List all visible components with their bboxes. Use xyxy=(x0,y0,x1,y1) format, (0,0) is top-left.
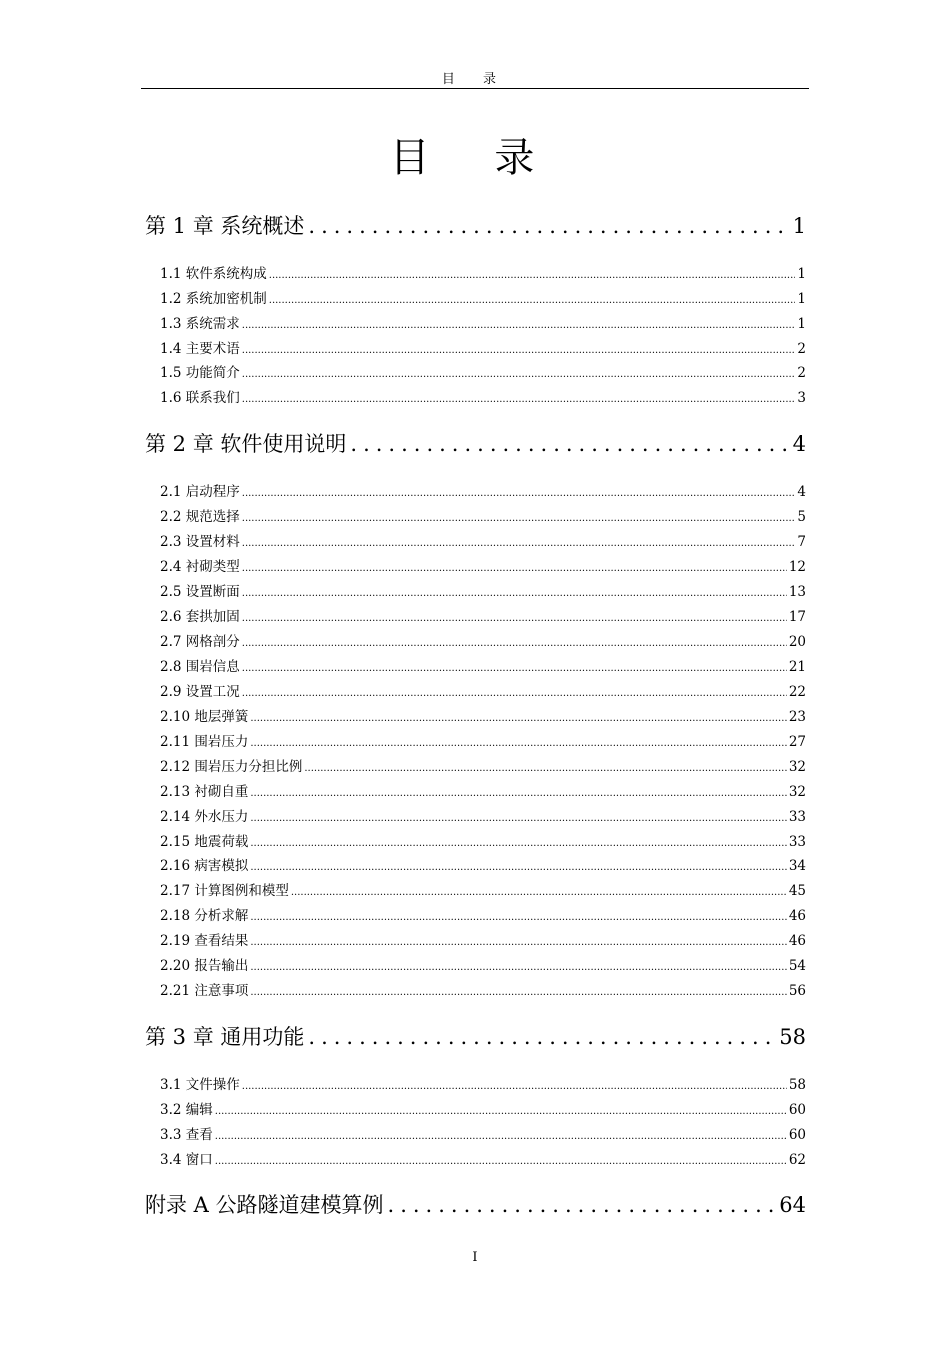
toc-entry-page: 64 xyxy=(779,1193,806,1217)
toc-entry-page: 7 xyxy=(797,534,806,550)
dot-leader xyxy=(215,1131,787,1142)
toc-entry-label: 附录 A 公路隧道建模算例 xyxy=(145,1193,384,1217)
dot-leader xyxy=(242,369,796,380)
dot-leader xyxy=(242,320,796,331)
toc-entry-label: 1.4 主要术语 xyxy=(160,341,240,357)
toc-section-entry[interactable] xyxy=(160,530,806,550)
dot-leader xyxy=(250,912,786,923)
toc-entry-label: 2.10 地层弹簧 xyxy=(160,709,249,725)
toc-entry-page: 60 xyxy=(788,1127,806,1143)
toc-section-entry[interactable] xyxy=(160,780,806,800)
toc-entry-page: 62 xyxy=(788,1152,806,1168)
toc-section-entry[interactable] xyxy=(160,680,806,700)
toc-entry-label: 第 2 章 软件使用说明 xyxy=(145,432,347,456)
dot-leader xyxy=(291,887,787,898)
dot-leader xyxy=(242,613,787,624)
toc-entry-label: 2.18 分析求解 xyxy=(160,908,249,924)
toc-section-entry[interactable] xyxy=(160,630,806,650)
toc-chapter-entry[interactable] xyxy=(145,1189,806,1219)
dot-leader xyxy=(250,788,786,799)
dot-leader xyxy=(242,394,796,405)
toc-entry-label: 1.1 软件系统构成 xyxy=(160,266,267,282)
toc-entry-page: 17 xyxy=(788,609,806,625)
toc-section-entry[interactable] xyxy=(160,580,806,600)
toc-entry-page: 60 xyxy=(788,1102,806,1118)
toc-entry-page: 21 xyxy=(788,659,806,675)
toc-entry-label: 3.2 编辑 xyxy=(160,1102,213,1118)
toc-entry-label: 1.6 联系我们 xyxy=(160,390,240,406)
toc-entry-page: 56 xyxy=(788,983,806,999)
toc-entry-label: 2.5 设置断面 xyxy=(160,584,240,600)
toc-section-entry[interactable] xyxy=(160,805,806,825)
toc-entry-page: 45 xyxy=(788,883,806,899)
toc-section-entry[interactable] xyxy=(160,605,806,625)
toc-section-entry[interactable] xyxy=(160,386,806,406)
toc-section-entry[interactable] xyxy=(160,979,806,999)
toc-entry-label: 2.4 衬砌类型 xyxy=(160,559,240,575)
toc-section-entry[interactable] xyxy=(160,854,806,874)
toc-entry-page: 1 xyxy=(797,266,806,282)
dot-leader xyxy=(215,1106,787,1117)
toc-entry-label: 2.15 地震荷载 xyxy=(160,834,249,850)
toc-section-entry[interactable] xyxy=(160,730,806,750)
toc-section-entry[interactable] xyxy=(160,929,806,949)
toc-entry-page: 12 xyxy=(788,559,806,575)
toc-entry-page: 5 xyxy=(797,509,806,525)
toc-entry-label: 2.14 外水压力 xyxy=(160,809,249,825)
toc-entry-label: 2.19 查看结果 xyxy=(160,933,249,949)
dot-leader xyxy=(242,538,796,549)
running-header: 目 录 xyxy=(441,72,509,87)
dot-leader xyxy=(242,588,787,599)
dot-leader xyxy=(304,763,786,774)
toc-section-entry[interactable] xyxy=(160,1123,806,1143)
toc-section-entry[interactable] xyxy=(160,879,806,899)
toc-section-entry[interactable] xyxy=(160,361,806,381)
dot-leader xyxy=(308,214,788,238)
toc-entry-label: 1.3 系统需求 xyxy=(160,316,240,332)
dot-leader xyxy=(250,862,786,873)
toc-entry-page: 32 xyxy=(788,784,806,800)
toc-entry-page: 1 xyxy=(797,316,806,332)
toc-entry-label: 2.11 围岩压力 xyxy=(160,734,249,750)
toc-entry-page: 2 xyxy=(797,341,806,357)
toc-entry-page: 3 xyxy=(797,390,806,406)
toc-entry-label: 2.6 套拱加固 xyxy=(160,609,240,625)
dot-leader xyxy=(250,813,786,824)
toc-entry-page: 20 xyxy=(788,634,806,650)
dot-leader xyxy=(308,1025,775,1049)
toc-entry-label: 2.7 网格剖分 xyxy=(160,634,240,650)
dot-leader xyxy=(250,713,786,724)
dot-leader xyxy=(242,513,796,524)
toc-entry-label: 1.2 系统加密机制 xyxy=(160,291,267,307)
toc-entry-label: 2.3 设置材料 xyxy=(160,534,240,550)
toc-section-entry[interactable] xyxy=(160,262,806,282)
toc-entry-page: 4 xyxy=(797,484,806,500)
toc-entry-label: 3.1 文件操作 xyxy=(160,1077,240,1093)
toc-chapter-entry[interactable] xyxy=(145,210,806,240)
toc-chapter-entry[interactable] xyxy=(145,428,806,458)
toc-section-entry[interactable] xyxy=(160,954,806,974)
toc-section-entry[interactable] xyxy=(160,655,806,675)
dot-leader xyxy=(242,345,796,356)
dot-leader xyxy=(269,295,796,306)
toc-entry-page: 58 xyxy=(788,1077,806,1093)
dot-leader xyxy=(269,270,796,281)
toc-entry-label: 2.9 设置工况 xyxy=(160,684,240,700)
dot-leader xyxy=(242,638,787,649)
toc-entry-label: 3.3 查看 xyxy=(160,1127,213,1143)
toc-section-entry[interactable] xyxy=(160,1098,806,1118)
toc-entry-label: 2.20 报告输出 xyxy=(160,958,249,974)
toc-entry-page: 27 xyxy=(788,734,806,750)
toc-entry-label: 2.13 衬砌自重 xyxy=(160,784,249,800)
toc-entry-label: 2.12 围岩压力分担比例 xyxy=(160,759,303,775)
toc-section-entry[interactable] xyxy=(160,505,806,525)
toc-entry-label: 第 3 章 通用功能 xyxy=(145,1025,305,1049)
dot-leader xyxy=(242,688,787,699)
toc-entry-label: 2.2 规范选择 xyxy=(160,509,240,525)
toc-entry-page: 34 xyxy=(788,858,806,874)
toc-entry-page: 4 xyxy=(792,432,806,456)
dot-leader xyxy=(215,1156,787,1167)
page-number-footer: I xyxy=(472,1250,478,1265)
toc-entry-label: 2.21 注意事项 xyxy=(160,983,249,999)
toc-section-entry[interactable] xyxy=(160,312,806,332)
header-rule xyxy=(141,88,809,89)
toc-section-entry[interactable] xyxy=(160,904,806,924)
toc-section-entry[interactable] xyxy=(160,830,806,850)
toc-entry-page: 1 xyxy=(797,291,806,307)
toc-entry-page: 22 xyxy=(788,684,806,700)
page-title: 目 录 xyxy=(389,135,561,181)
toc-entry-label: 2.1 启动程序 xyxy=(160,484,240,500)
toc-entry-label: 2.16 病害模拟 xyxy=(160,858,249,874)
dot-leader xyxy=(250,962,786,973)
toc-section-entry[interactable] xyxy=(160,705,806,725)
toc-entry-page: 58 xyxy=(779,1025,806,1049)
toc-entry-page: 54 xyxy=(788,958,806,974)
dot-leader xyxy=(242,1081,787,1092)
dot-leader xyxy=(242,563,787,574)
dot-leader xyxy=(242,663,787,674)
toc-entry-page: 13 xyxy=(788,584,806,600)
toc-section-entry[interactable] xyxy=(160,287,806,307)
toc-section-entry[interactable] xyxy=(160,1073,806,1093)
dot-leader xyxy=(350,432,788,456)
toc-entry-label: 3.4 窗口 xyxy=(160,1152,213,1168)
toc-entry-page: 33 xyxy=(788,809,806,825)
toc-section-entry[interactable] xyxy=(160,755,806,775)
toc-section-entry[interactable] xyxy=(160,337,806,357)
dot-leader xyxy=(388,1193,776,1217)
dot-leader xyxy=(250,987,786,998)
toc-entry-label: 第 1 章 系统概述 xyxy=(145,214,305,238)
dot-leader xyxy=(250,738,786,749)
toc-section-entry[interactable] xyxy=(160,1148,806,1168)
dot-leader xyxy=(250,937,786,948)
toc-entry-page: 46 xyxy=(788,933,806,949)
dot-leader xyxy=(250,838,786,849)
toc-entry-label: 2.8 围岩信息 xyxy=(160,659,240,675)
dot-leader xyxy=(242,488,796,499)
toc-entry-page: 33 xyxy=(788,834,806,850)
toc-chapter-entry[interactable] xyxy=(145,1021,806,1051)
toc-entry-page: 23 xyxy=(788,709,806,725)
toc-entry-page: 32 xyxy=(788,759,806,775)
toc-entry-label: 1.5 功能简介 xyxy=(160,365,240,381)
toc-entry-label: 2.17 计算图例和模型 xyxy=(160,883,289,899)
toc-entry-page: 2 xyxy=(797,365,806,381)
toc-entry-page: 1 xyxy=(792,214,806,238)
toc-section-entry[interactable] xyxy=(160,555,806,575)
toc-section-entry[interactable] xyxy=(160,480,806,500)
toc-entry-page: 46 xyxy=(788,908,806,924)
